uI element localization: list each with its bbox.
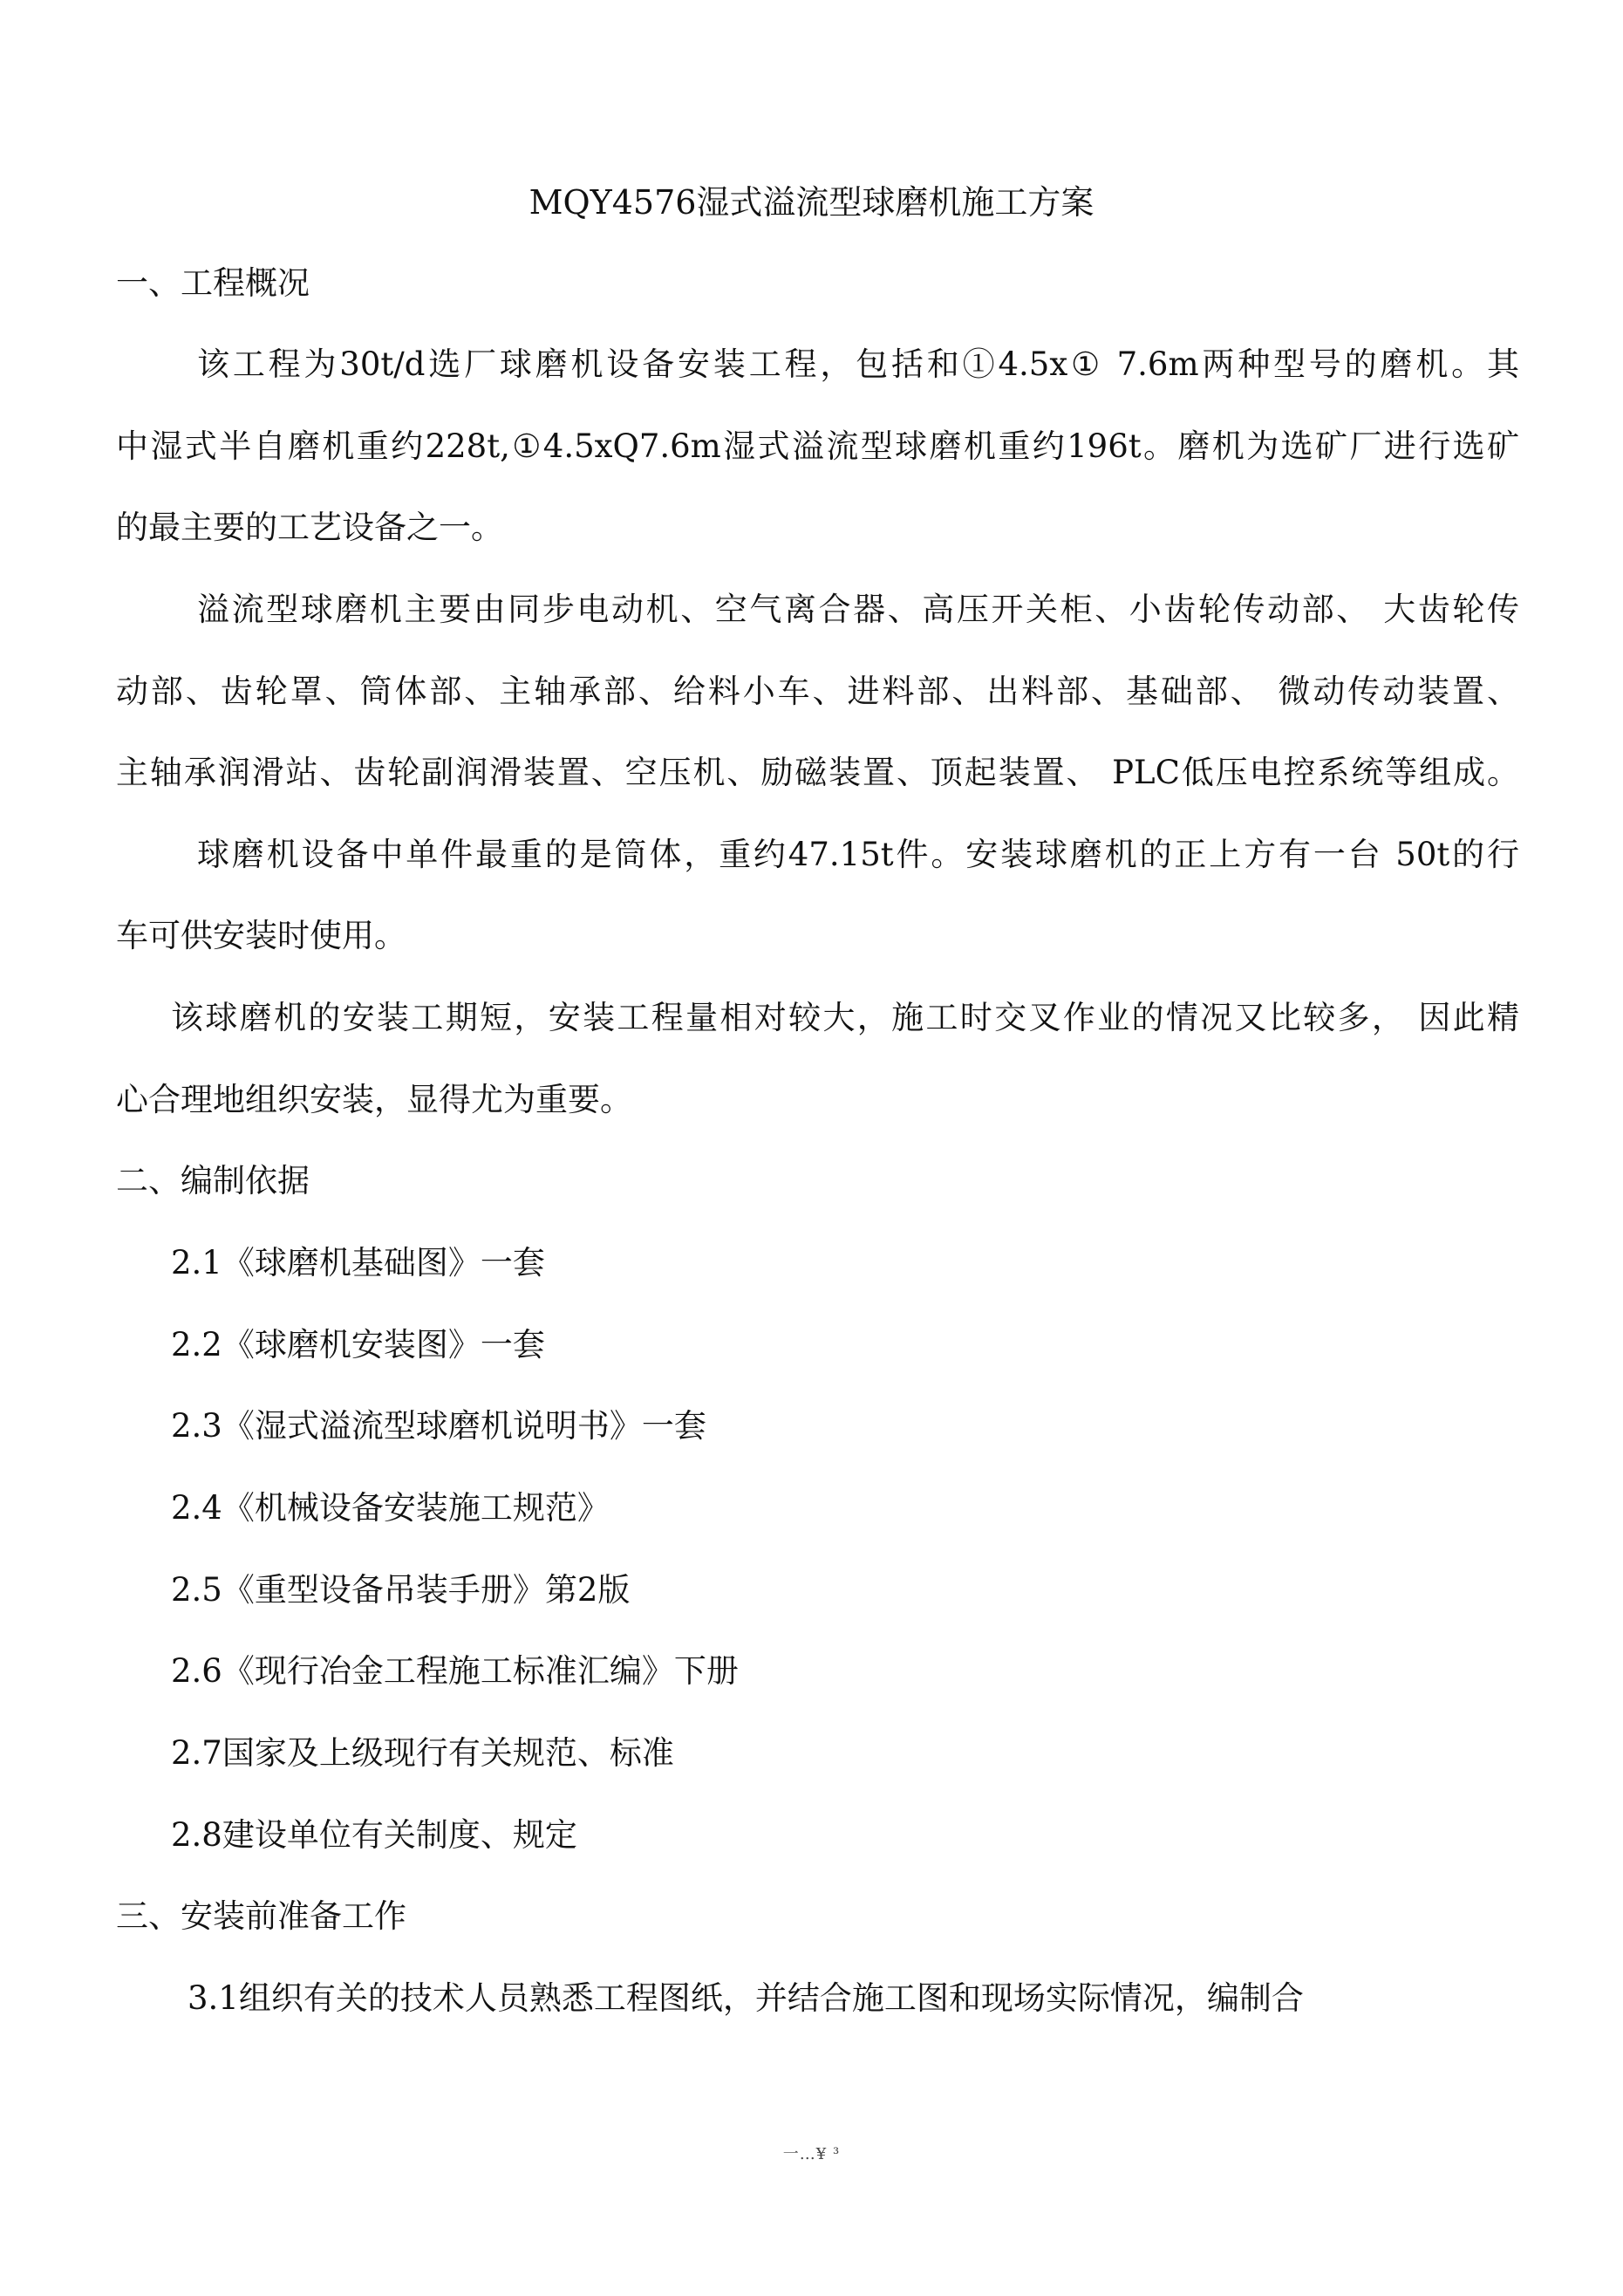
page-footer-mark: 一…¥ ³	[782, 2145, 841, 2163]
list-item: 2.1《球磨机基础图》一套	[171, 1244, 545, 1281]
list-item: 3.1组织有关的技术人员熟悉工程图纸，并结合施工图和现场实际情况，编制合	[188, 1979, 1304, 2017]
paragraph-line: 中湿式半自磨机重约228t,①4.5xQ7.6m湿式溢流型球磨机重约196t。磨机为选矿厂进行选矿	[116, 427, 1519, 465]
list-item: 2.8建设单位有关制度、规定	[171, 1816, 577, 1854]
section-heading-overview: 一、工程概况	[116, 264, 310, 302]
paragraph-line: 车可供安装时使用。	[116, 917, 406, 954]
paragraph-line: 该工程为30t/d选厂球磨机设备安装工程，包括和①4.5x① 7.6m两种型号的磨机。其	[197, 345, 1519, 383]
paragraph-line: 球磨机设备中单件最重的是筒体，重约47.15t件。安装球磨机的正上方有一台 50t的行	[197, 836, 1519, 873]
list-item: 2.4《机械设备安装施工规范》	[171, 1489, 610, 1527]
section-heading-preparation: 三、安装前准备工作	[116, 1897, 406, 1935]
list-item: 2.6《现行冶金工程施工标准汇编》下册	[171, 1652, 739, 1690]
paragraph-line: 心合理地组织安装，显得尤为重要。	[116, 1081, 632, 1118]
list-item: 2.5《重型设备吊装手册》第2版	[171, 1571, 631, 1609]
paragraph-line: 该球磨机的安装工期短，安装工程量相对较大，施工时交叉作业的情况又比较多， 因此精	[171, 999, 1519, 1036]
paragraph-line: 动部、齿轮罩、筒体部、主轴承部、给料小车、进料部、出料部、基础部、 微动传动装置、	[116, 673, 1519, 710]
paragraph-line: 主轴承润滑站、齿轮副润滑装置、空压机、励磁装置、顶起装置、 PLC低压电控系统等组成。	[116, 754, 1519, 791]
paragraph-line: 溢流型球磨机主要由同步电动机、空气离合器、高压开关柜、小齿轮传动部、 大齿轮传	[197, 591, 1519, 628]
section-heading-basis: 二、编制依据	[116, 1162, 310, 1199]
document-title: MQY4576湿式溢流型球磨机施工方案	[528, 183, 1095, 222]
list-item: 2.3《湿式溢流型球磨机说明书》一套	[171, 1407, 706, 1445]
list-item: 2.7国家及上级现行有关规范、标准	[171, 1734, 674, 1772]
paragraph-line: 的最主要的工艺设备之一。	[116, 509, 503, 546]
list-item: 2.2《球磨机安装图》一套	[171, 1326, 545, 1363]
